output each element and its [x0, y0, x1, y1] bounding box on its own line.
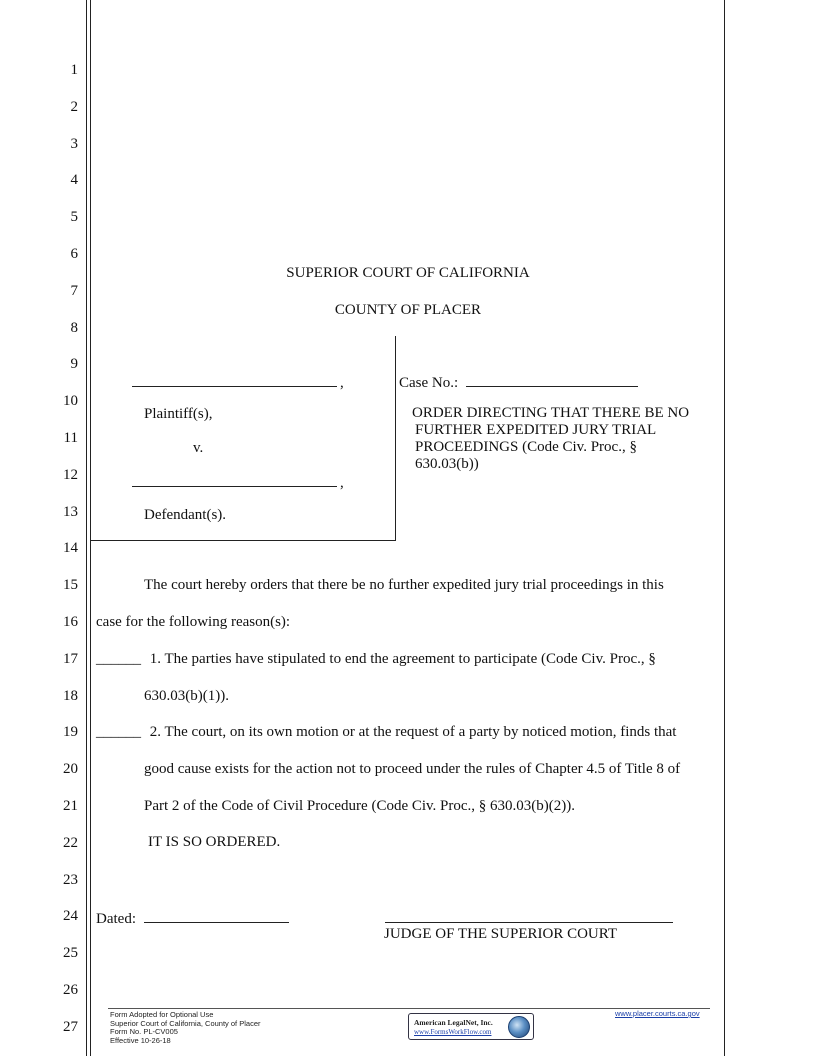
case-number-label: Case No.:: [399, 375, 459, 391]
line-number: 12: [63, 466, 78, 483]
order-title-line: 630.03(b)): [415, 456, 479, 472]
line-number: 5: [70, 209, 78, 226]
intro-line-2: case for the following reason(s):: [96, 614, 291, 630]
court-website-link[interactable]: www.placer.courts.ca.gov: [615, 1009, 700, 1018]
order-title-line: PROCEEDINGS (Code Civ. Proc., §: [415, 439, 637, 455]
line-number: 19: [63, 724, 78, 741]
line-number: 25: [63, 945, 78, 962]
line-number: 4: [70, 172, 78, 189]
defendant-name-field[interactable]: ,: [132, 472, 344, 492]
line-number: 6: [70, 246, 78, 262]
caption-divider-horizontal: [91, 540, 396, 541]
reason-2-checkbox-blank[interactable]: ______: [96, 724, 141, 740]
plaintiff-label: Plaintiff(s),: [144, 406, 213, 422]
reason-1-text: 1. The parties have stipulated to end the agreement to participate (Code Civ. Proc., §: [149, 651, 656, 667]
line-number: 27: [63, 1018, 78, 1035]
so-ordered: IT IS SO ORDERED.: [148, 834, 281, 850]
judge-signature-line[interactable]: [385, 922, 673, 923]
dated: [96, 908, 289, 928]
dated-label: Dated:: [96, 911, 136, 927]
reason-2: [96, 724, 676, 741]
line-number: 14: [63, 540, 78, 557]
line-number: 24: [63, 908, 78, 925]
line-number: 23: [63, 871, 78, 888]
reason-1: [96, 651, 656, 668]
court-name: SUPERIOR COURT OF CALIFORNIA: [286, 265, 530, 281]
line-number: 11: [63, 430, 78, 446]
reason-2-text-cont: good cause exists for the action not to proceed under the rules of Chapter 4.5 of Title 8 of: [144, 761, 681, 777]
line-number: 16: [63, 614, 78, 630]
line-number: 18: [63, 687, 78, 704]
versus-label: v.: [193, 440, 204, 456]
case-number: [399, 372, 638, 392]
left-margin-rule-inner: [90, 0, 91, 1056]
line-number: 17: [63, 650, 78, 667]
reason-1-text-cont: 630.03(b)(1)).: [144, 688, 229, 704]
reason-2-text: 2. The court, on its own motion or at the request of a party by noticed motion, finds that: [149, 724, 677, 740]
case-number-field[interactable]: [466, 372, 638, 387]
reason-1-checkbox-blank[interactable]: ______: [96, 651, 141, 667]
footer-line: Form No. PL-CV005: [110, 1027, 178, 1036]
line-number: 20: [63, 761, 78, 778]
logo-name: American LegalNet, Inc.: [414, 1018, 493, 1027]
plaintiff-name-field[interactable]: ,: [132, 372, 344, 392]
line-number: 2: [70, 98, 78, 115]
line-number: 1: [70, 62, 78, 78]
logo-url: www.FormsWorkFlow.com: [414, 1028, 492, 1036]
line-number: 3: [70, 135, 78, 152]
line-number: 7: [70, 282, 78, 299]
line-number: 9: [70, 356, 78, 373]
footer-line: Form Adopted for Optional Use: [110, 1010, 214, 1019]
globe-icon: [508, 1016, 530, 1038]
reason-2-text-cont: Part 2 of the Code of Civil Procedure (Code Civ. Proc., § 630.03(b)(2)).: [144, 798, 576, 814]
court-county: COUNTY OF PLACER: [334, 302, 482, 318]
order-title-line: FURTHER EXPEDITED JURY TRIAL: [415, 422, 657, 438]
footer-form-info: [110, 1011, 261, 1045]
line-number: 21: [63, 798, 78, 814]
caption-divider-vertical: [395, 336, 396, 541]
line-number: 10: [63, 393, 78, 410]
footer-line: Effective 10-26-18: [110, 1035, 171, 1045]
line-number: 22: [63, 834, 78, 851]
left-margin-rule-outer: [86, 0, 87, 1056]
line-number: 13: [63, 503, 78, 520]
line-number: 15: [63, 577, 78, 594]
order-title: [412, 405, 689, 473]
line-number: 26: [63, 982, 78, 998]
footer-line: Superior Court of California, County of Placer: [110, 1018, 261, 1028]
defendant-label: Defendant(s).: [144, 507, 227, 523]
date-field[interactable]: [144, 908, 289, 923]
intro-line-1: The court hereby orders that there be no further expedited jury trial proceedings in this: [144, 577, 664, 593]
line-number: 8: [70, 319, 78, 336]
right-margin-rule: [724, 0, 725, 1056]
american-legalnet-logo[interactable]: [408, 1013, 534, 1040]
order-title-line: ORDER DIRECTING THAT THERE BE NO: [412, 405, 690, 421]
judge-label: JUDGE OF THE SUPERIOR COURT: [384, 926, 618, 942]
